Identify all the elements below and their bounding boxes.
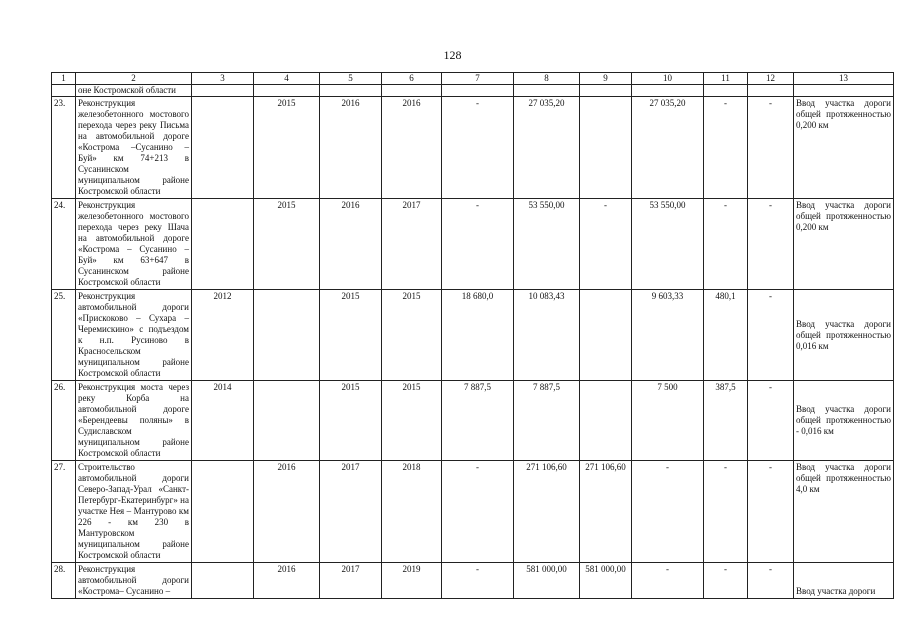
table-row	[52, 290, 894, 381]
cell-col7: -	[442, 461, 514, 563]
cell-col12: -	[748, 563, 794, 599]
cell-col12: -	[748, 199, 794, 290]
cell-col9: -	[580, 199, 632, 290]
column-header: 7	[442, 73, 514, 85]
projects-table	[51, 72, 894, 599]
row-number: 27.	[52, 461, 76, 563]
cell-col10: -	[632, 563, 704, 599]
row-number: 26.	[52, 381, 76, 461]
result-note: Ввод участка дороги общей протяженностью 0,200 км	[794, 199, 894, 290]
cell-col4	[254, 290, 320, 381]
table-row	[52, 563, 894, 599]
cell-col5: 2017	[320, 563, 382, 599]
page-number: 128	[443, 48, 462, 62]
cell-col4: 2016	[254, 461, 320, 563]
result-note: Ввод участка дороги	[794, 563, 894, 599]
cell-col6: 2019	[382, 563, 442, 599]
project-description: Реконструкция автомобильной дороги «Кострома– Сусанино –	[76, 563, 192, 599]
cell-col6: 2017	[382, 199, 442, 290]
cell-col11: -	[704, 563, 748, 599]
cell-col10: 7 500	[632, 381, 704, 461]
cell-col5: 2015	[320, 381, 382, 461]
project-description: Реконструкция автомобильной дороги «Прискоково – Сухара – Черемискино» с подъездом к н.п. Русиново в Красносельском муниципальном районе Костромской области	[76, 290, 192, 381]
column-header: 4	[254, 73, 320, 85]
cell-col12: -	[748, 381, 794, 461]
result-note: Ввод участка дороги общей протяженностью - 0,016 км	[794, 381, 894, 461]
cell-col7: -	[442, 97, 514, 199]
cell-col10: -	[632, 461, 704, 563]
column-header: 1	[52, 73, 76, 85]
row-number: 24.	[52, 199, 76, 290]
row-number: 25.	[52, 290, 76, 381]
cell-col12: -	[748, 461, 794, 563]
cell-col10: 27 035,20	[632, 97, 704, 199]
column-number-row	[52, 73, 894, 85]
project-description: Реконструкция железобетонного мостового перехода через реку Шача на автомобильной дороге «Кострома – Сусанино –Буй» км 63+647 в Сусанинском районе Костромской области	[76, 199, 192, 290]
cell-col11: -	[704, 461, 748, 563]
cell-col4: 2015	[254, 199, 320, 290]
column-header: 11	[704, 73, 748, 85]
result-note: Ввод участка дороги общей протяженностью 4,0 км	[794, 461, 894, 563]
table-row	[52, 381, 894, 461]
column-header: 9	[580, 73, 632, 85]
cell-col12: -	[748, 290, 794, 381]
cell-col9	[580, 97, 632, 199]
cell-col9: 581 000,00	[580, 563, 632, 599]
row-number: 23.	[52, 97, 76, 199]
cell-col10: 53 550,00	[632, 199, 704, 290]
project-description: Реконструкция железобетонного мостового перехода через реку Письма на автомобильной дороге «Кострома –Сусанино – Буй» км 74+213 в Сусанинском муниципальном районе Костромской области	[76, 97, 192, 199]
cell-col8: 10 083,43	[514, 290, 580, 381]
cell-col7: 7 887,5	[442, 381, 514, 461]
cell-col3	[192, 199, 254, 290]
cell-col11: 480,1	[704, 290, 748, 381]
cell-col5: 2016	[320, 97, 382, 199]
cell-col9	[580, 381, 632, 461]
cell-col3	[192, 97, 254, 199]
column-header: 6	[382, 73, 442, 85]
cell-col11: -	[704, 97, 748, 199]
project-description: Строительство автомобильной дороги Северо-Запад-Урал «Санкт-Петербург-Екатеринбург» на участке Нея – Мантурово км 226 - км 230 в Мантуровском муниципальном районе Костромской области	[76, 461, 192, 563]
cell-col8: 581 000,00	[514, 563, 580, 599]
continuation-row	[52, 85, 894, 97]
cell-col9: 271 106,60	[580, 461, 632, 563]
cell-col6: 2015	[382, 290, 442, 381]
continuation-text: оне Костромской области	[76, 85, 192, 97]
result-note: Ввод участка дороги общей протяженностью 0,016 км	[794, 290, 894, 381]
cell-col5: 2016	[320, 199, 382, 290]
cell-col7: -	[442, 563, 514, 599]
cell-col4: 2015	[254, 97, 320, 199]
cell-col6: 2018	[382, 461, 442, 563]
cell-col5: 2015	[320, 290, 382, 381]
row-number: 28.	[52, 563, 76, 599]
column-header: 2	[76, 73, 192, 85]
cell-col3: 2012	[192, 290, 254, 381]
column-header: 3	[192, 73, 254, 85]
cell-col3	[192, 461, 254, 563]
cell-col7: -	[442, 199, 514, 290]
column-header: 13	[794, 73, 894, 85]
cell-col6: 2016	[382, 97, 442, 199]
cell-col8: 7 887,5	[514, 381, 580, 461]
cell-col10: 9 603,33	[632, 290, 704, 381]
column-header: 12	[748, 73, 794, 85]
table-row	[52, 97, 894, 199]
table-row	[52, 199, 894, 290]
column-header: 10	[632, 73, 704, 85]
table-row	[52, 461, 894, 563]
cell-col7: 18 680,0	[442, 290, 514, 381]
cell-col8: 27 035,20	[514, 97, 580, 199]
cell-col8: 271 106,60	[514, 461, 580, 563]
cell-col4	[254, 381, 320, 461]
cell-col3: 2014	[192, 381, 254, 461]
column-header: 8	[514, 73, 580, 85]
column-header: 5	[320, 73, 382, 85]
cell-col6: 2015	[382, 381, 442, 461]
cell-col11: 387,5	[704, 381, 748, 461]
project-description: Реконструкция моста через реку Корба на автомобильной дороге «Берендеевы поляны» в Судиславском муниципальном районе Костромской области	[76, 381, 192, 461]
cell-col12: -	[748, 97, 794, 199]
cell-col5: 2017	[320, 461, 382, 563]
cell-col3	[192, 563, 254, 599]
cell-col8: 53 550,00	[514, 199, 580, 290]
result-note: Ввод участка дороги общей протяженностью 0,200 км	[794, 97, 894, 199]
cell-col4: 2016	[254, 563, 320, 599]
cell-col9	[580, 290, 632, 381]
cell-col11: -	[704, 199, 748, 290]
